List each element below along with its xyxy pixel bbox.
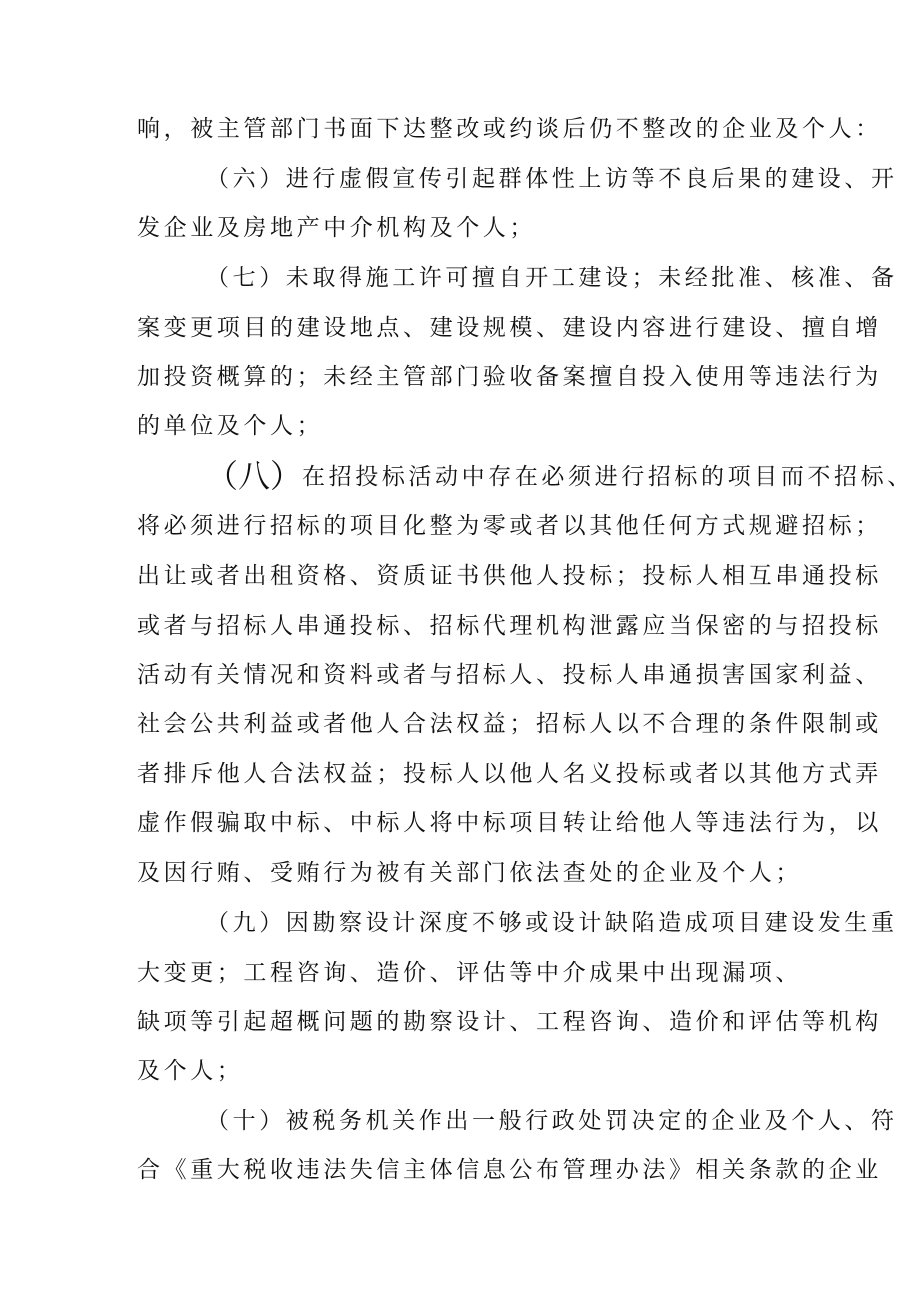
text-line: （九）因勘察设计深度不够或设计缺陷造成项目建设发生重 xyxy=(206,910,898,936)
text-line: 虚作假骗取中标、中标人将中标项目转让给他人等违法行为，以 xyxy=(137,810,882,836)
text-line: （六）进行虚假宣传引起群体性上访等不良后果的建设、开 xyxy=(206,166,898,192)
text-line: 加投资概算的；未经主管部门验收备案擅自投入使用等违法行为 xyxy=(137,364,882,390)
text-line: 合《重大税收违法失信主体信息公布管理办法》相关条款的企业 xyxy=(137,1157,882,1183)
text-line: 及个人； xyxy=(137,1058,244,1084)
text-line: 出让或者出租资格、资质证书供他人投标；投标人相互串通投标 xyxy=(137,563,882,589)
item-8-marker: （八） xyxy=(206,457,303,495)
text-line: （十）被税务机关作出一般行政处罚决定的企业及个人、符 xyxy=(206,1108,898,1134)
text-line: （七）未取得施工许可擅自开工建设；未经批准、核准、备 xyxy=(206,265,898,291)
text-line: 缺项等引起超概问题的勘察设计、工程咨询、造价和评估等机构 xyxy=(137,1009,882,1035)
text-line: 社会公共利益或者他人合法权益；招标人以不合理的条件限制或 xyxy=(137,711,882,737)
text-line: 活动有关情况和资料或者与招标人、投标人串通损害国家利益、 xyxy=(137,662,882,688)
item-8-text: 在招投标活动中存在必须进行招标的项目而不招标、 xyxy=(302,464,914,490)
text-line: 者排斥他人合法权益；投标人以他人名义投标或者以其他方式弄 xyxy=(137,761,882,787)
text-line: 将必须进行招标的项目化整为零或者以其他任何方式规避招标； xyxy=(137,513,882,539)
text-line: 或者与招标人串通投标、招标代理机构泄露应当保密的与招投标 xyxy=(137,613,882,639)
item-8-heading-line xyxy=(206,457,914,495)
text-line: 发企业及房地产中介机构及个人； xyxy=(137,215,536,241)
text-line: 的单位及个人； xyxy=(137,413,324,439)
text-line: 响，被主管部门书面下达整改或约谈后仍不整改的企业及个人： xyxy=(137,116,882,142)
text-line: 大变更；工程咨询、造价、评估等中介成果中出现漏项、 xyxy=(137,960,802,986)
text-line: 案变更项目的建设地点、建设规模、建设内容进行建设、擅自增 xyxy=(137,315,882,341)
text-line: 及因行贿、受贿行为被有关部门依法查处的企业及个人； xyxy=(137,860,802,886)
